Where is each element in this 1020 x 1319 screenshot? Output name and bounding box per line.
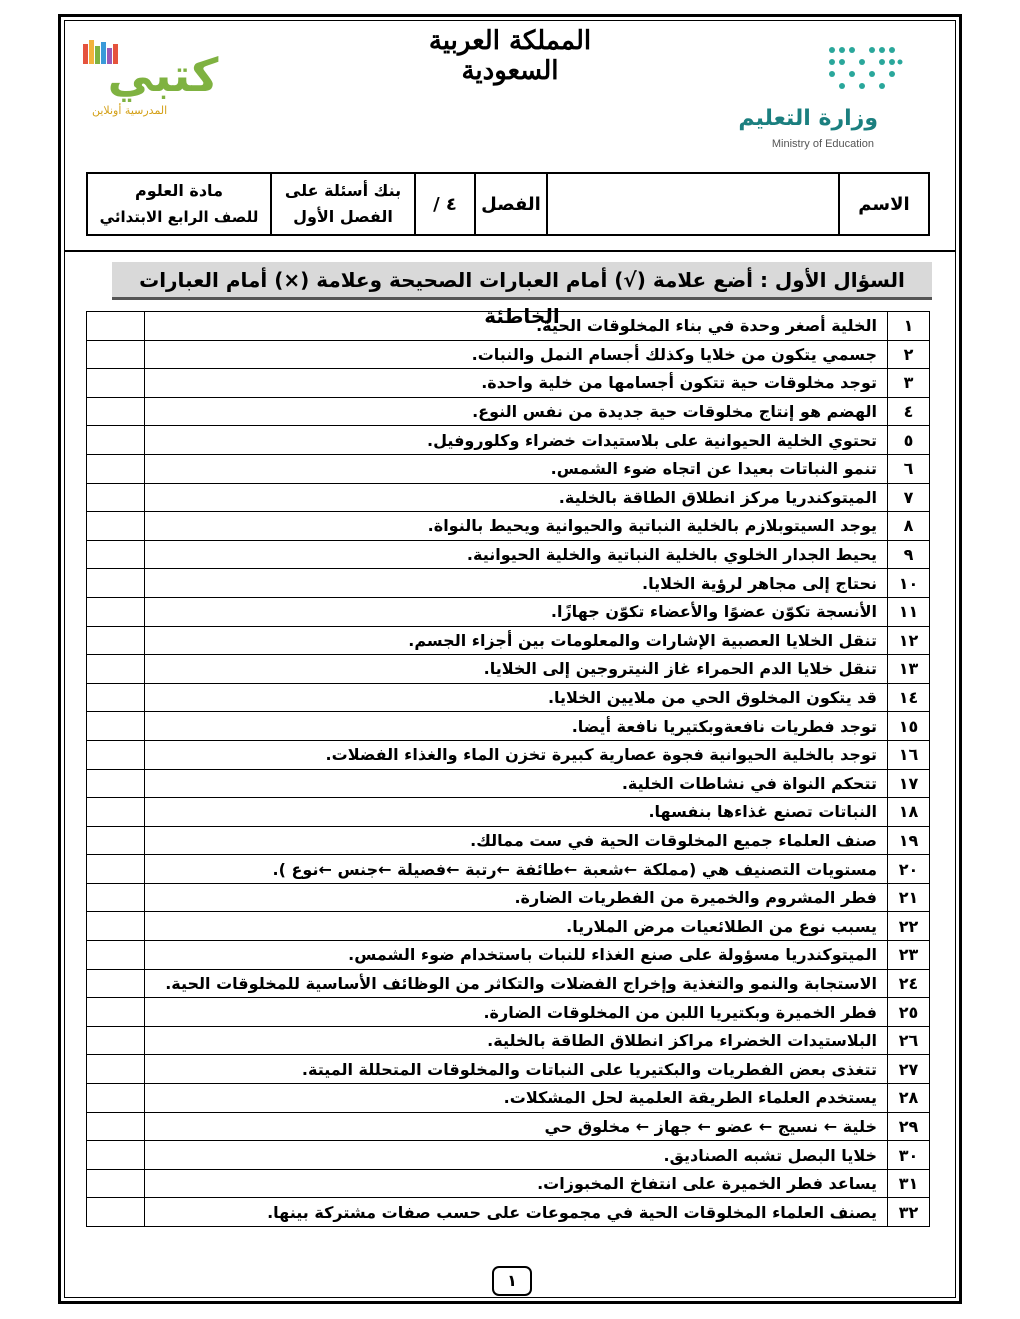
statement-row: [87, 340, 930, 369]
answer-box[interactable]: [87, 483, 145, 512]
answer-box[interactable]: [87, 1112, 145, 1141]
statement-number: ٢٤: [888, 969, 930, 998]
answer-box[interactable]: [87, 1141, 145, 1170]
statement-number: ٦: [888, 454, 930, 483]
statement-row: [87, 1055, 930, 1084]
statement-text: يساعد فطر الخميرة على انتفاخ المخبوزات.: [145, 1169, 888, 1198]
statement-text: توجد فطريات نافعةوبكتيريا نافعة أيضا.: [145, 712, 888, 741]
statement-text: يستخدم العلماء الطريقة العلمية لحل المشكلات.: [145, 1084, 888, 1113]
answer-box[interactable]: [87, 883, 145, 912]
statement-number: ٢٢: [888, 912, 930, 941]
answer-box[interactable]: [87, 1026, 145, 1055]
statement-row: [87, 683, 930, 712]
statement-text: خلية ← نسيج ← عضو ← جهاز ← مخلوق حي: [145, 1112, 888, 1141]
statement-number: ١٨: [888, 798, 930, 827]
bank-title-line1: بنك أسئلة على: [284, 181, 402, 200]
statement-row: [87, 826, 930, 855]
page-number: ١: [492, 1266, 532, 1296]
answer-box[interactable]: [87, 626, 145, 655]
statement-text: يسبب نوع من الطلائعيات مرض الملاريا.: [145, 912, 888, 941]
subject-title: [87, 173, 271, 235]
statement-number: ١٣: [888, 655, 930, 684]
answer-box[interactable]: [87, 397, 145, 426]
answer-box[interactable]: [87, 855, 145, 884]
statement-text: الميتوكندريا مسؤولة على صنع الغذاء للنبات باستخدام ضوء الشمس.: [145, 941, 888, 970]
statement-row: [87, 369, 930, 398]
statement-row: [87, 941, 930, 970]
statement-row: [87, 483, 930, 512]
ministry-dots-icon: [824, 42, 904, 94]
kutubi-logo: [78, 38, 248, 128]
statement-text: خلايا البصل تشبه الصناديق.: [145, 1141, 888, 1170]
statement-number: ٢٦: [888, 1026, 930, 1055]
subject-line2: للصف الرابع الابتدائي: [99, 208, 259, 226]
statement-text: النباتات تصنع غذاءها بنفسها.: [145, 798, 888, 827]
statement-number: ١٤: [888, 683, 930, 712]
answer-box[interactable]: [87, 512, 145, 541]
statement-text: الخلية أصغر وحدة في بناء المخلوقات الحية.: [145, 312, 888, 341]
statement-row: [87, 1084, 930, 1113]
answer-box[interactable]: [87, 454, 145, 483]
answer-box[interactable]: [87, 1169, 145, 1198]
statement-number: ٢٥: [888, 998, 930, 1027]
ministry-logo: [738, 38, 908, 156]
statement-row: [87, 1169, 930, 1198]
student-info-table: [86, 172, 930, 236]
answer-box[interactable]: [87, 1055, 145, 1084]
statement-text: يحيط الجدار الخلوي بالخلية النباتية والخلية الحيوانية.: [145, 540, 888, 569]
statement-text: توجد مخلوقات حية تتكون أجسامها من خلية واحدة.: [145, 369, 888, 398]
answer-box[interactable]: [87, 1084, 145, 1113]
statement-text: يصنف العلماء المخلوقات الحية في مجموعات على حسب صفات مشتركة بينها.: [145, 1198, 888, 1227]
answer-box[interactable]: [87, 998, 145, 1027]
question-title: السؤال الأول : أضع علامة (√) أمام العبارات الصحيحة وعلامة (×) أمام العبارات الخاطئة: [112, 262, 932, 300]
statement-row: [87, 769, 930, 798]
statement-text: صنف العلماء جميع المخلوقات الحية في ست ممالك.: [145, 826, 888, 855]
statement-row: [87, 883, 930, 912]
statement-text: تنقل خلايا الدم الحمراء غاز النيتروجين إلى الخلايا.: [145, 655, 888, 684]
statement-row: [87, 798, 930, 827]
class-number: ٤ /: [415, 173, 475, 235]
statement-row: [87, 397, 930, 426]
statement-text: تنقل الخلايا العصبية الإشارات والمعلومات بين أجزاء الجسم.: [145, 626, 888, 655]
answer-box[interactable]: [87, 941, 145, 970]
statement-text: الاستجابة والنمو والتغذية وإخراج الفضلات والتكاثر من الوظائف الأساسية للمخلوقات الحية.: [145, 969, 888, 998]
name-field[interactable]: [547, 173, 839, 235]
statement-number: ١٠: [888, 569, 930, 598]
statement-number: ٢٠: [888, 855, 930, 884]
statement-row: [87, 1198, 930, 1227]
statement-number: ٢٧: [888, 1055, 930, 1084]
statement-row: [87, 426, 930, 455]
statement-row: [87, 1112, 930, 1141]
statement-row: [87, 855, 930, 884]
answer-box[interactable]: [87, 597, 145, 626]
subject-line1: مادة العلوم: [135, 181, 223, 200]
statement-number: ١٥: [888, 712, 930, 741]
statement-number: ٢٩: [888, 1112, 930, 1141]
statement-row: [87, 740, 930, 769]
answer-box[interactable]: [87, 826, 145, 855]
statement-number: ٢٣: [888, 941, 930, 970]
kingdom-title: المملكة العربية السعودية: [428, 26, 592, 86]
statement-row: [87, 712, 930, 741]
statement-text: فطر المشروم والخميرة من الفطريات الضارة.: [145, 883, 888, 912]
statement-number: ١٩: [888, 826, 930, 855]
statement-row: [87, 1026, 930, 1055]
answer-box[interactable]: [87, 769, 145, 798]
answer-box[interactable]: [87, 912, 145, 941]
statement-text: جسمي يتكون من خلايا وكذلك أجسام النمل والنبات.: [145, 340, 888, 369]
statement-row: [87, 569, 930, 598]
statement-row: [87, 655, 930, 684]
name-label: الاسم: [839, 173, 929, 235]
statements-table: [86, 311, 930, 1227]
answer-box[interactable]: [87, 426, 145, 455]
statement-row: [87, 597, 930, 626]
statement-row: [87, 512, 930, 541]
statement-row: [87, 912, 930, 941]
answer-box[interactable]: [87, 1198, 145, 1227]
answer-box[interactable]: [87, 740, 145, 769]
statement-number: ٣: [888, 369, 930, 398]
statement-number: ٧: [888, 483, 930, 512]
statement-row: [87, 969, 930, 998]
statement-number: ١٧: [888, 769, 930, 798]
ministry-name-en: Ministry of Education: [771, 138, 874, 150]
answer-box[interactable]: [87, 369, 145, 398]
statement-number: ٤: [888, 397, 930, 426]
statement-text: توجد بالخلية الحيوانية فجوة عصارية كبيرة تخزن الماء والغذاء الفضلات.: [145, 740, 888, 769]
answer-box[interactable]: [87, 340, 145, 369]
statement-number: ٣٢: [888, 1198, 930, 1227]
answer-box[interactable]: [87, 712, 145, 741]
statement-text: قد يتكون المخلوق الحي من ملايين الخلايا.: [145, 683, 888, 712]
answer-box[interactable]: [87, 540, 145, 569]
statement-number: ٣١: [888, 1169, 930, 1198]
kutubi-wordmark: كتبي: [107, 48, 219, 102]
statement-text: تتحكم النواة في نشاطات الخلية.: [145, 769, 888, 798]
statement-row: [87, 1141, 930, 1170]
header-separator: [64, 250, 956, 252]
statement-number: ٩: [888, 540, 930, 569]
ministry-name-ar: وزارة التعليم: [738, 106, 878, 131]
statement-row: [87, 540, 930, 569]
answer-box[interactable]: [87, 655, 145, 684]
class-label: الفصل: [475, 173, 547, 235]
answer-box[interactable]: [87, 798, 145, 827]
statement-row: [87, 998, 930, 1027]
statement-number: ١٢: [888, 626, 930, 655]
statement-text: فطر الخميرة وبكتيريا اللبن من المخلوقات الضارة.: [145, 998, 888, 1027]
bank-title-line2: الفصل الأول: [293, 207, 393, 226]
answer-box[interactable]: [87, 683, 145, 712]
statement-number: ١٦: [888, 740, 930, 769]
statement-text: تتغذى بعض الفطريات والبكتيريا على النباتات والمخلوقات المتحللة الميتة.: [145, 1055, 888, 1084]
statement-text: تحتوي الخلية الحيوانية على بلاستيدات خضراء وكلوروفيل.: [145, 426, 888, 455]
statement-number: ٥: [888, 426, 930, 455]
statement-text: البلاستيدات الخضراء مراكز انطلاق الطاقة بالخلية.: [145, 1026, 888, 1055]
statement-text: نحتاج إلى مجاهر لرؤية الخلايا.: [145, 569, 888, 598]
statement-row: [87, 454, 930, 483]
statement-text: الأنسجة تكوّن عضوًا والأعضاء تكوّن جهازًا.: [145, 597, 888, 626]
statement-number: ٢١: [888, 883, 930, 912]
statement-text: يوجد السيتوبلازم بالخلية النباتية والحيوانية ويحيط بالنواة.: [145, 512, 888, 541]
answer-box[interactable]: [87, 312, 145, 341]
kutubi-tagline: المدرسية أونلاين: [92, 104, 168, 117]
answer-box[interactable]: [87, 969, 145, 998]
statement-text: الهضم هو إنتاج مخلوقات حية جديدة من نفس النوع.: [145, 397, 888, 426]
statement-number: ١١: [888, 597, 930, 626]
statement-number: ٣٠: [888, 1141, 930, 1170]
statement-text: الميتوكندريا مركز انطلاق الطاقة بالخلية.: [145, 483, 888, 512]
statement-row: [87, 626, 930, 655]
statement-text: مستويات التصنيف هي (مملكة ←شعبة ←طائفة ←رتبة ←فصيلة ←جنس ←نوع ).: [145, 855, 888, 884]
statement-number: ٢٨: [888, 1084, 930, 1113]
answer-box[interactable]: [87, 569, 145, 598]
statement-row: [87, 312, 930, 341]
statement-number: ١: [888, 312, 930, 341]
statement-number: ٨: [888, 512, 930, 541]
statement-text: تنمو النباتات بعيدا عن اتجاه ضوء الشمس.: [145, 454, 888, 483]
bank-title: [271, 173, 415, 235]
statement-number: ٢: [888, 340, 930, 369]
